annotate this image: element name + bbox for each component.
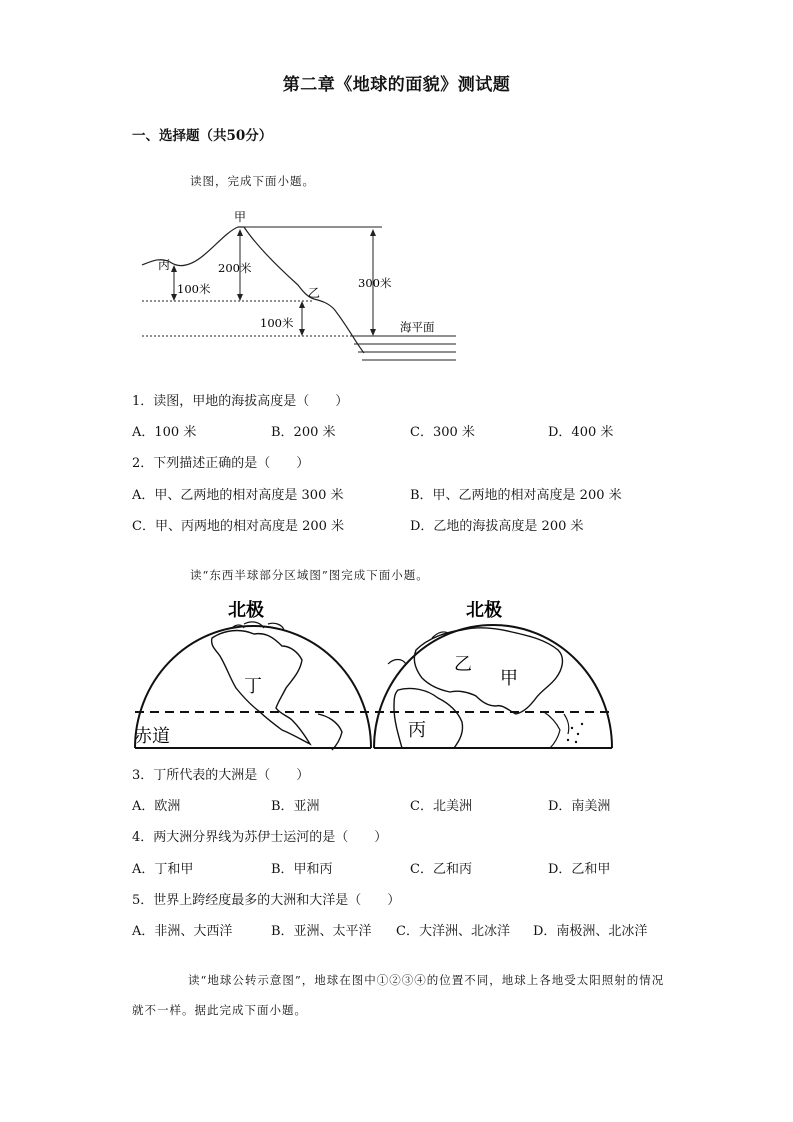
label-200m: 200米 [218, 261, 252, 275]
section-heading: 一、选择题（共50分） [132, 128, 273, 144]
label-bing-map: 丙 [408, 720, 426, 741]
label-300m: 300米 [358, 276, 392, 290]
equator-label: 赤道 [134, 726, 170, 747]
question-1-stem: 1．读图，甲地的海拔高度是（ ） [132, 394, 349, 409]
q4-option-c[interactable]: C．乙和丙 [410, 862, 472, 877]
label-100m-yi: 100米 [260, 316, 294, 330]
q3-option-a[interactable]: A．欧洲 [132, 799, 181, 814]
q1-option-a[interactable]: A．100 米 [132, 425, 197, 440]
group2-intro: 读“东西半球部分区域图”图完成下面小题。 [190, 568, 429, 582]
elevation-profile-figure [138, 205, 468, 370]
label-jia-map: 甲 [500, 668, 518, 689]
label-yi-map: 乙 [454, 654, 472, 675]
q1-option-c[interactable]: C．300 米 [410, 425, 475, 440]
q2-option-b[interactable]: B．甲、乙两地的相对高度是 200 米 [410, 488, 622, 503]
q3-option-c[interactable]: C．北美洲 [410, 799, 472, 814]
question-2-stem: 2．下列描述正确的是（ ） [132, 456, 310, 471]
label-ding: 丁 [244, 676, 262, 697]
north-pole-label-right: 北极 [466, 600, 502, 621]
q4-option-d[interactable]: D．乙和甲 [548, 862, 611, 877]
page-title: 第二章《地球的面貌》测试题 [282, 75, 511, 95]
question-5-stem: 5．世界上跨经度最多的大洲和大洋是（ ） [132, 893, 401, 908]
north-pole-label-left: 北极 [228, 600, 264, 621]
label-jia: 甲 [234, 210, 247, 224]
label-100m-bing: 100米 [177, 282, 211, 296]
question-4-stem: 4．两大洲分界线为苏伊士运河的是（ ） [132, 830, 388, 845]
label-sea-level: 海平面 [400, 320, 435, 334]
group3-intro-text: 读“地球公转示意图”，地球在图中①②③④的位置不同，地球上各地受太阳照射的情况就不一样。据此完成下面小题。 [132, 973, 665, 1017]
q2-option-c[interactable]: C．甲、丙两地的相对高度是 200 米 [132, 519, 345, 534]
q2-option-d[interactable]: D．乙地的海拔高度是 200 米 [410, 519, 584, 534]
q5-option-a[interactable]: A．非洲、大西洋 [132, 924, 233, 939]
q1-option-b[interactable]: B．200 米 [271, 425, 336, 440]
hemispheres-map-figure [132, 594, 616, 754]
q5-option-c[interactable]: C．大洋洲、北冰洋 [396, 924, 510, 939]
q5-option-d[interactable]: D．南极洲、北冰洋 [533, 924, 648, 939]
label-yi: 乙 [308, 286, 321, 300]
label-bing: 丙 [158, 258, 171, 272]
africa-landmass [394, 688, 463, 748]
q4-option-b[interactable]: B．甲和丙 [271, 862, 333, 877]
q3-option-d[interactable]: D．南美洲 [548, 799, 611, 814]
q2-option-a[interactable]: A．甲、乙两地的相对高度是 300 米 [132, 488, 344, 503]
q1-option-d[interactable]: D．400 米 [548, 425, 614, 440]
question-3-stem: 3．丁所代表的大洲是（ ） [132, 768, 310, 783]
q4-option-a[interactable]: A．丁和甲 [132, 862, 194, 877]
terrain-profile [142, 227, 364, 353]
group1-intro: 读图，完成下面小题。 [190, 174, 315, 188]
q5-option-b[interactable]: B．亚洲、太平洋 [271, 924, 372, 939]
q3-option-b[interactable]: B．亚洲 [271, 799, 320, 814]
group3-intro [132, 965, 672, 1025]
